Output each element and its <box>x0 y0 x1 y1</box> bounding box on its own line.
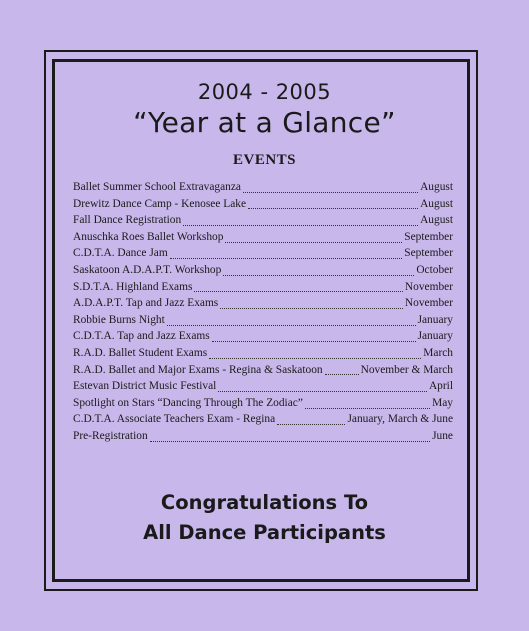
dot-leader <box>243 192 418 193</box>
event-month: January <box>417 330 453 343</box>
event-row <box>73 397 453 414</box>
event-month: August <box>420 214 453 227</box>
congratulations-message <box>0 488 529 548</box>
event-row <box>73 430 453 447</box>
dot-leader <box>305 408 430 409</box>
event-row <box>73 314 453 331</box>
event-row <box>73 347 453 364</box>
event-month: October <box>416 263 453 276</box>
event-month: May <box>432 396 453 409</box>
dot-leader <box>225 242 402 243</box>
event-name: C.D.T.A. Tap and Jazz Exams <box>73 330 210 343</box>
dot-leader <box>248 208 418 209</box>
event-month: April <box>428 380 453 393</box>
event-row <box>73 231 453 248</box>
dot-leader <box>170 258 403 259</box>
event-name: Fall Dance Registration <box>73 214 182 227</box>
event-month: November & March <box>360 363 453 376</box>
dot-leader <box>183 225 418 226</box>
event-name: Spotlight on Stars “Dancing Through The Zodiac” <box>73 396 303 409</box>
dot-leader <box>277 424 345 425</box>
dot-leader <box>220 308 403 309</box>
dot-leader <box>325 374 359 375</box>
year-range: 2004 - 2005 <box>197 80 332 104</box>
dot-leader <box>212 341 416 342</box>
dot-leader <box>194 291 403 292</box>
event-row <box>73 380 453 397</box>
event-month: September <box>404 247 453 260</box>
event-name: Robbie Burns Night <box>73 313 165 326</box>
event-name: Drewitz Dance Camp - Kenosee Lake <box>73 197 246 210</box>
congratulations-line-2: All Dance Participants <box>143 521 386 544</box>
events-heading: EVENTS <box>232 152 297 168</box>
event-month: March <box>423 346 453 359</box>
dot-leader <box>167 325 416 326</box>
event-row <box>73 413 453 430</box>
event-name: Pre-Registration <box>73 429 148 442</box>
event-month: November <box>404 280 453 293</box>
dot-leader <box>150 441 430 442</box>
event-month: November <box>404 297 453 310</box>
dot-leader <box>209 358 421 359</box>
congratulations-line-1: Congratulations To <box>160 491 369 514</box>
dot-leader <box>223 275 414 276</box>
event-name: Estevan District Music Festival <box>73 380 217 393</box>
dot-leader <box>218 391 427 392</box>
event-name: Anuschka Roes Ballet Workshop <box>73 230 224 243</box>
event-row <box>73 297 453 314</box>
event-month: September <box>404 230 453 243</box>
event-row <box>73 181 453 198</box>
event-month: August <box>420 197 453 210</box>
event-name: C.D.T.A. Associate Teachers Exam - Regina <box>73 413 276 426</box>
event-month: January <box>417 313 453 326</box>
event-name: R.A.D. Ballet and Major Exams - Regina & Saskatoon <box>73 363 323 376</box>
event-row <box>73 364 453 381</box>
event-row <box>73 198 453 215</box>
event-row <box>73 264 453 281</box>
event-name: C.D.T.A. Dance Jam <box>73 247 168 260</box>
event-name: Ballet Summer School Extravaganza <box>73 181 241 193</box>
event-month: June <box>432 429 453 442</box>
event-month: January, March & June <box>347 413 453 426</box>
event-name: S.D.T.A. Highland Exams <box>73 280 193 293</box>
event-name: Saskatoon A.D.A.P.T. Workshop <box>73 263 222 276</box>
event-row <box>73 330 453 347</box>
event-month: August <box>420 181 453 193</box>
event-name: R.A.D. Ballet Student Exams <box>73 346 208 359</box>
event-row <box>73 247 453 264</box>
event-row <box>73 214 453 231</box>
event-name: A.D.A.P.T. Tap and Jazz Exams <box>73 297 219 310</box>
events-list <box>73 181 453 447</box>
page-title: “Year at a Glance” <box>133 106 396 139</box>
event-row <box>73 281 453 298</box>
